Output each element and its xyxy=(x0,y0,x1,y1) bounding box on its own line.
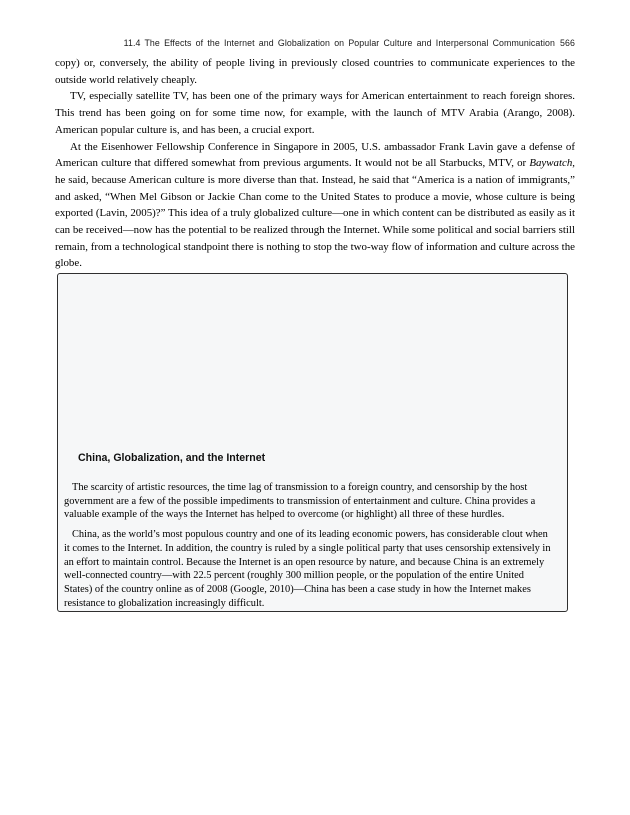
text-run: At the Eisenhower Fellowship Conference in Singapore in 2005, U.S. ambassador Frank Lavin gave a defense of American culture that differed somewhat from previous arguments. It would not be all Starbucks, MTV, or xyxy=(55,140,575,170)
paragraph xyxy=(55,88,575,138)
box-empty-area xyxy=(58,274,567,452)
box-body xyxy=(64,481,553,610)
china-globalization-box xyxy=(57,273,568,612)
box-title: China, Globalization, and the Internet xyxy=(78,452,266,464)
paragraph xyxy=(55,55,575,88)
text-run: China, as the world’s most populous country and one of its leading economic powers, has considerable clout when it comes to the Internet. In addition, the country is ruled by a single political party that uses censorship extensively in an effort to maintain control. Because the Internet is an open resource by nature, and because China is an extremely well-connected country—with 22.5 percent (roughly 300 million people, or the population of the entire United States) of the country online as of 2008 (Google, 2010)—China has been a case study in how the Internet makes resistance to globalization increasingly difficult. xyxy=(64,529,551,609)
text-run: , he said, because American culture is more diverse than that. Instead, he said that “America is a nation of immigrants,” and asked, “When Mel Gibson or Jackie Chan come to the United States to produce a movie, whose culture is being exported (Lavin, 2005)?” This idea of a truly globalized culture—one in which content can be distributed as easily as it can be received—now has the potential to be realized through the Internet. While some political and social barriers still remain, from a technological standpoint there is nothing to stop the two-way flow of information and culture across the globe. xyxy=(55,157,575,270)
text-run: TV, especially satellite TV, has been one of the primary ways for American entertainment to reach foreign shores. This trend has been going on for some time now, for example, with the launch of MTV Arabia (Arango, 2008). American popular culture is, and has been, a crucial export. xyxy=(55,90,575,136)
paragraph xyxy=(64,528,553,610)
running-header-title: 11.4 The Effects of the Internet and Globalization on Popular Culture and Interpersonal Communication xyxy=(123,38,556,48)
italic-text-run: Baywatch xyxy=(529,157,573,170)
paragraph xyxy=(64,481,553,522)
paragraph xyxy=(55,139,575,273)
text-run: copy) or, conversely, the ability of people living in previously closed countries to communicate experiences to the outside world relatively cheaply. xyxy=(55,57,575,86)
running-header-page-number: 566 xyxy=(560,38,575,48)
running-header xyxy=(55,38,575,48)
text-run: The scarcity of artistic resources, the time lag of transmission to a foreign country, and censorship by the host government are a few of the possible impediments to transmission of entertainment and culture. China provides a valuable example of the ways the Internet has helped to overcome (or highlight) all three of these hurdles. xyxy=(64,482,536,521)
article-body xyxy=(55,55,575,272)
